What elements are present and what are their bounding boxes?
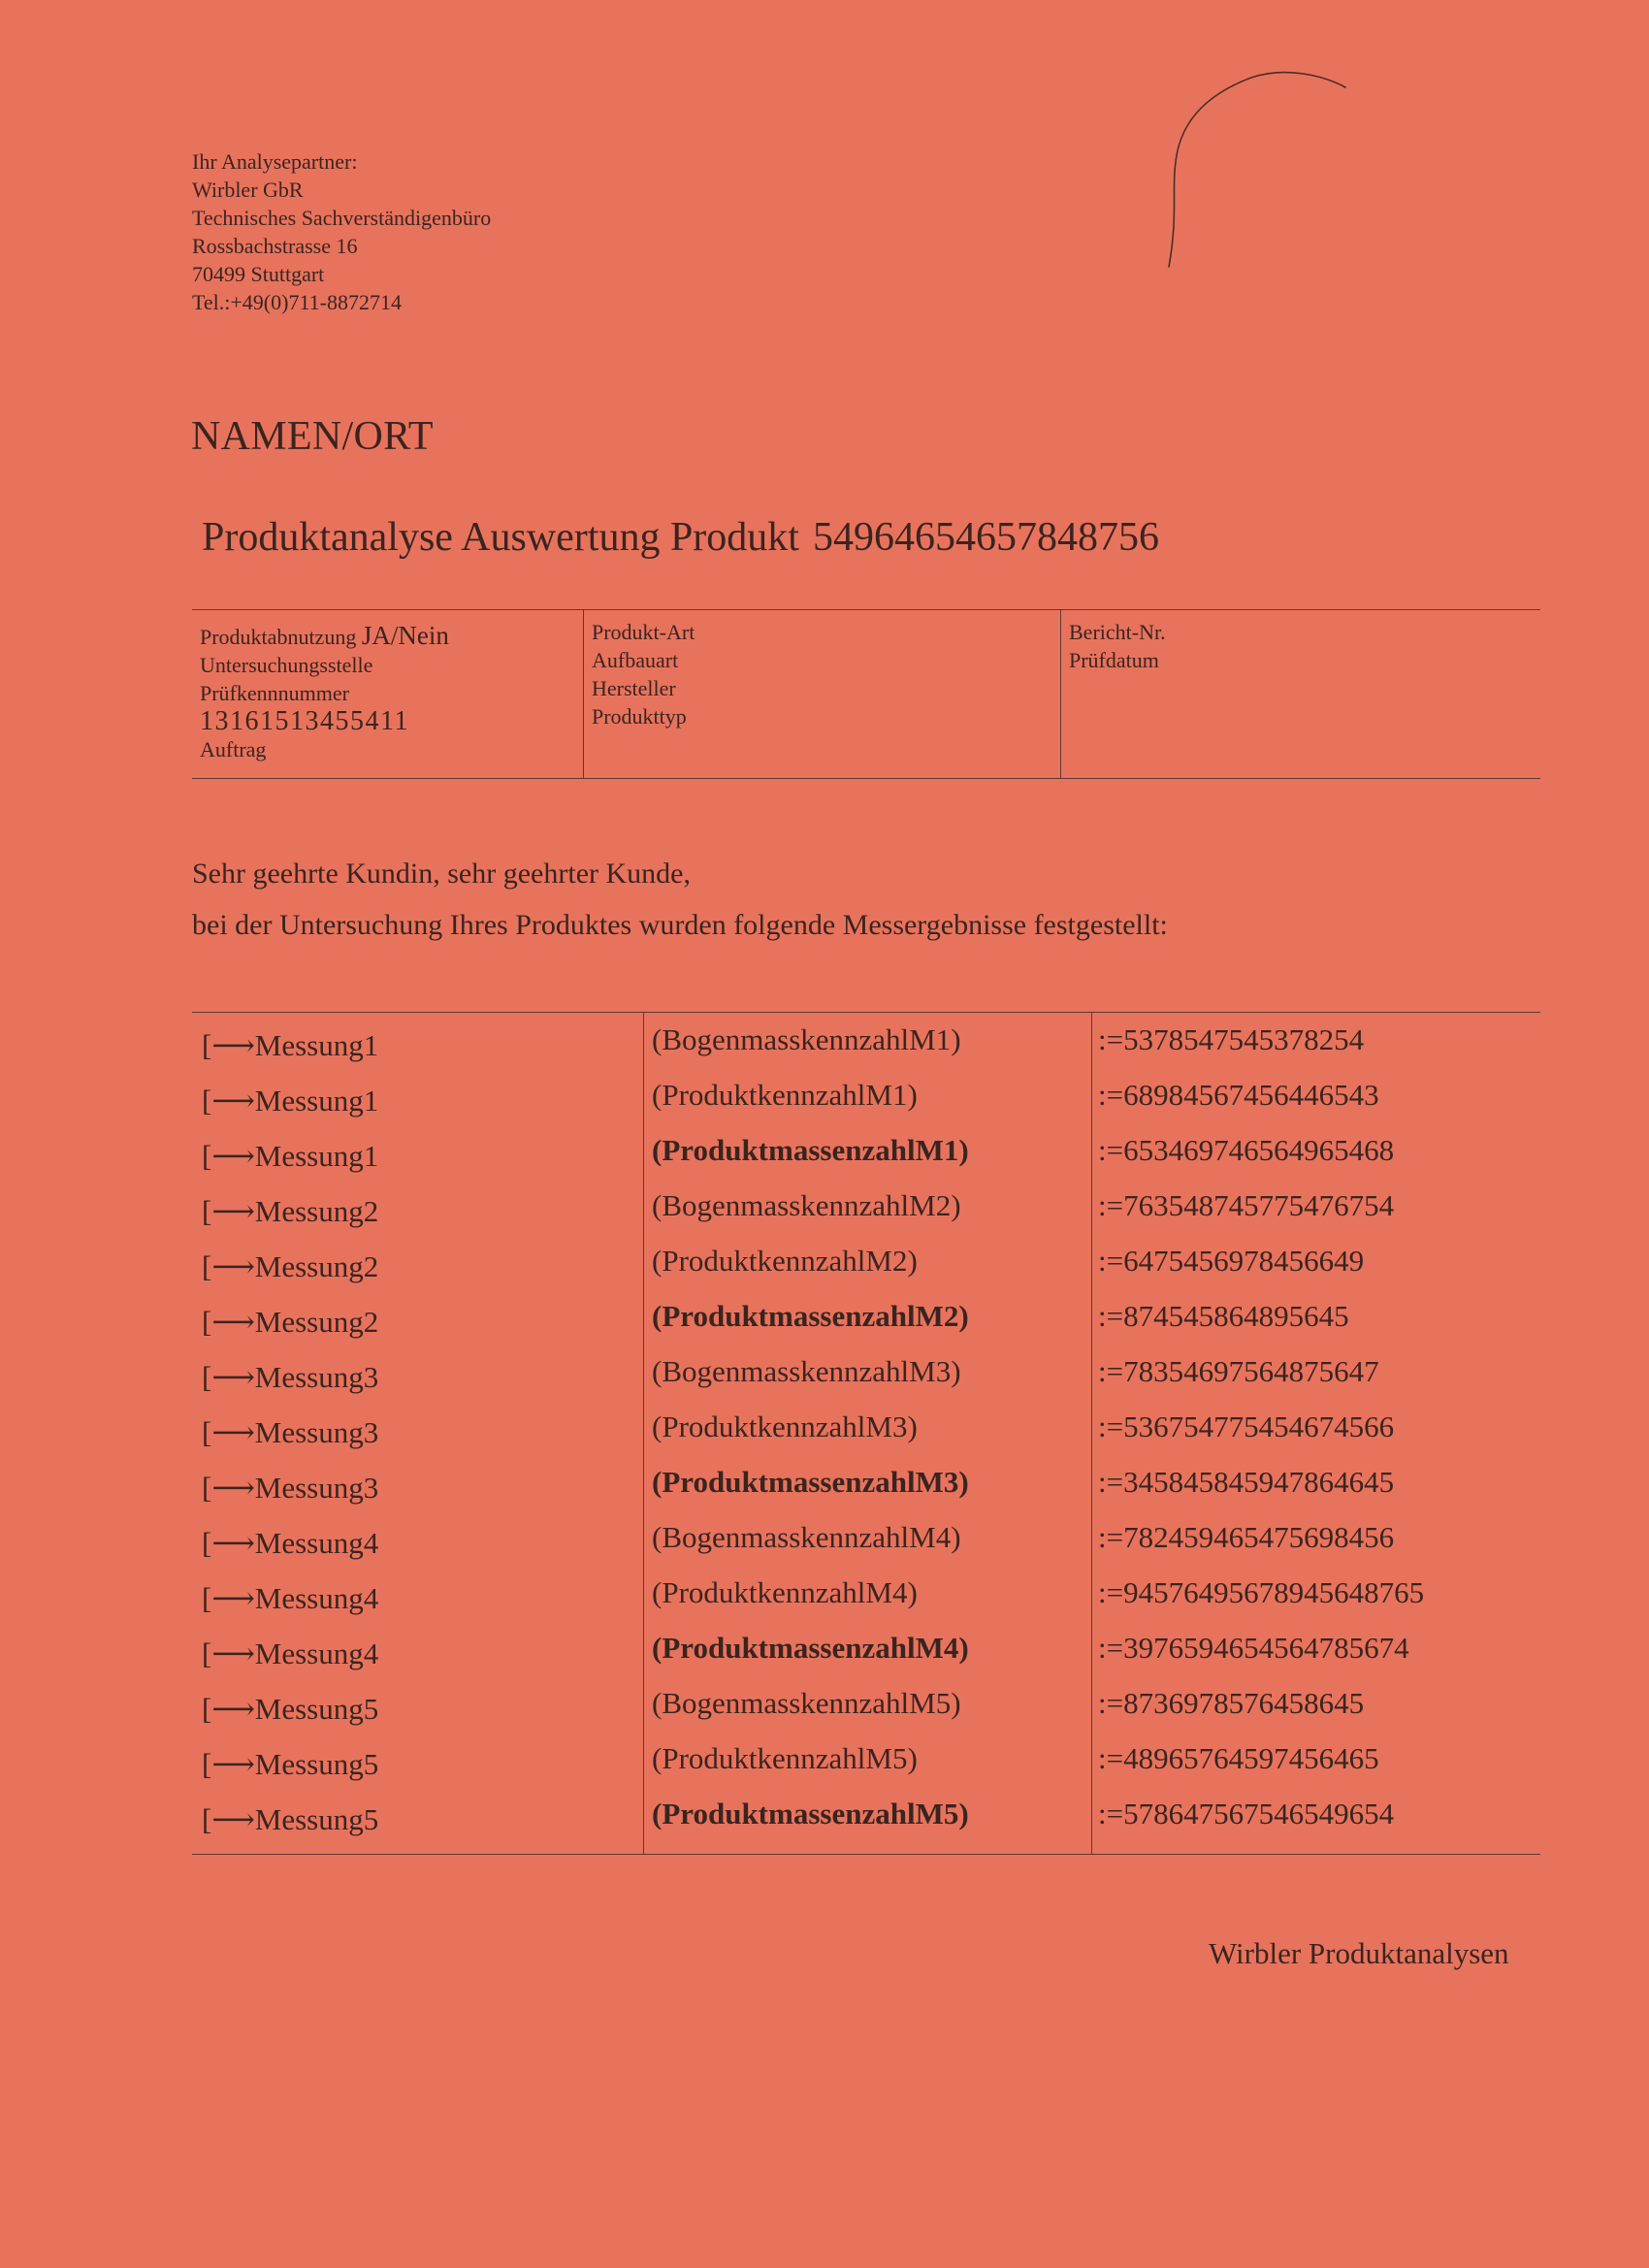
measurement-label: [⟶Messung3 [202, 1360, 379, 1394]
measurement-name: (ProduktmassenzahlM5) [652, 1797, 969, 1831]
sender-line: Ihr Analysepartner: [192, 149, 358, 174]
info-row [200, 622, 575, 651]
measurement-label: [⟶Messung1 [202, 1139, 379, 1173]
measurement-label: [⟶Messung4 [202, 1636, 379, 1670]
sender-line: Technisches Sachverständigenbüro [192, 206, 492, 230]
info-row: Prüfkennnummer [200, 681, 349, 705]
measurement-value: :=3976594654564785674 [1098, 1631, 1409, 1665]
measurement-label: [⟶Messung2 [202, 1305, 379, 1339]
measurement-name: (ProduktkennzahlM3) [652, 1409, 918, 1443]
measurement-label: [⟶Messung4 [202, 1526, 379, 1560]
measurement-value: :=94576495678945648765 [1098, 1575, 1425, 1609]
info-column-usage [192, 610, 583, 778]
info-row: Produkttyp [592, 704, 687, 729]
measurement-name: (ProduktmassenzahlM4) [652, 1631, 969, 1665]
measurement-name: (ProduktkennzahlM1) [652, 1078, 918, 1112]
info-row: Untersuchungsstelle [200, 653, 373, 677]
info-column-report [1060, 610, 1540, 778]
measurement-label: [⟶Messung1 [202, 1084, 379, 1118]
measurement-value: :=653469746564965468 [1098, 1133, 1395, 1167]
report-title-label: Produktanalyse Auswertung Produkt [202, 515, 799, 560]
measurement-value: :=5378547545378254 [1098, 1022, 1365, 1056]
measurement-value-column [1091, 1013, 1540, 1854]
measurement-name: (ProduktmassenzahlM1) [652, 1133, 969, 1167]
measurement-value: :=6475456978456649 [1098, 1244, 1365, 1278]
measurement-label: [⟶Messung5 [202, 1747, 379, 1781]
measurement-label: [⟶Messung4 [202, 1581, 379, 1615]
recipient-heading: NAMEN/ORT [191, 414, 434, 459]
info-column-product [583, 610, 1060, 778]
measurement-label: [⟶Messung2 [202, 1249, 379, 1283]
measurement-value: :=874545864895645 [1098, 1299, 1349, 1333]
measurement-value: :=8736978576458645 [1098, 1686, 1365, 1720]
measurement-name: (BogenmasskennzahlM2) [652, 1188, 961, 1222]
usage-label: Produktabnutzung [200, 625, 357, 649]
signature-stroke [1159, 58, 1373, 281]
sender-line: Tel.:+49(0)711-8872714 [192, 290, 402, 314]
product-number: 54964654657848756 [812, 515, 1159, 560]
info-row: Aufbauart [592, 648, 679, 672]
info-row: Auftrag [200, 737, 267, 761]
info-row: Produkt-Art [592, 620, 695, 644]
greeting: Sehr geehrte Kundin, sehr geehrter Kunde, [192, 858, 691, 890]
measurement-name: (BogenmasskennzahlM1) [652, 1022, 961, 1056]
report-title [202, 514, 1159, 561]
measurement-label: [⟶Messung5 [202, 1692, 379, 1726]
intro-text: bei der Untersuchung Ihres Produktes wurden folgende Messergebnisse festgestellt: [192, 909, 1168, 941]
measurement-label: [⟶Messung5 [202, 1802, 379, 1836]
measurement-table [192, 1012, 1540, 1855]
measurement-value: :=763548745775476754 [1098, 1188, 1395, 1222]
sender-line: Rossbachstrasse 16 [192, 234, 358, 258]
measurement-value: :=536754775454674566 [1098, 1409, 1395, 1443]
measurement-label: [⟶Messung3 [202, 1415, 379, 1449]
info-row: Bericht-Nr. [1069, 620, 1166, 644]
measurement-label: [⟶Messung3 [202, 1471, 379, 1505]
measurement-value: :=78354697564875647 [1098, 1354, 1379, 1388]
measurement-value: :=68984567456446543 [1098, 1078, 1379, 1112]
info-table [192, 609, 1540, 779]
measurement-label: [⟶Messung2 [202, 1194, 379, 1228]
measurement-name: (BogenmasskennzahlM3) [652, 1354, 961, 1388]
info-row: Prüfdatum [1069, 648, 1159, 672]
measurement-name: (ProduktmassenzahlM3) [652, 1465, 969, 1499]
sender-address [192, 147, 491, 316]
measurement-value: :=345845845947864645 [1098, 1465, 1395, 1499]
measurement-label-column [192, 1013, 643, 1854]
measurement-name: (ProduktkennzahlM4) [652, 1575, 918, 1609]
measurement-label: [⟶Messung1 [202, 1028, 379, 1062]
measurement-value: :=48965764597456465 [1098, 1741, 1379, 1775]
sender-line: Wirbler GbR [192, 178, 304, 202]
measurement-name-column [643, 1013, 1091, 1854]
measurement-name: (BogenmasskennzahlM4) [652, 1520, 961, 1554]
test-id-number: 13161513455411 [200, 706, 409, 736]
measurement-name: (ProduktmassenzahlM2) [652, 1299, 969, 1333]
measurement-value: :=782459465475698456 [1098, 1520, 1395, 1554]
measurement-value: :=578647567546549654 [1098, 1797, 1395, 1831]
measurement-name: (BogenmasskennzahlM5) [652, 1686, 961, 1720]
measurement-name: (ProduktkennzahlM2) [652, 1244, 918, 1278]
measurement-name: (ProduktkennzahlM5) [652, 1741, 918, 1775]
info-row: Hersteller [592, 676, 676, 700]
usage-value: JA/Nein [361, 621, 449, 650]
sender-line: 70499 Stuttgart [192, 262, 325, 286]
footer-company: Wirbler Produktanalysen [1209, 1936, 1509, 1970]
